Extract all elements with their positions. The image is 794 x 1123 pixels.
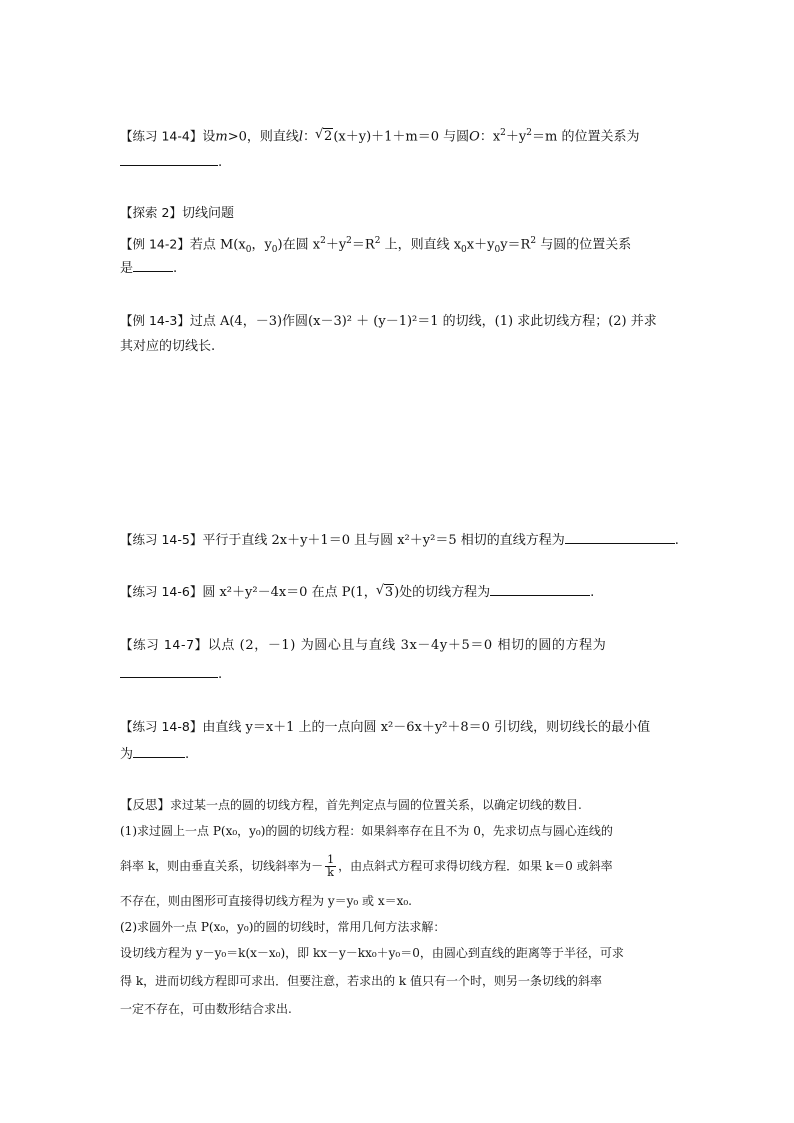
exercise-14-7-line2 bbox=[120, 664, 222, 684]
exercise-14-4-line1 bbox=[120, 124, 639, 146]
text: ＋y bbox=[325, 237, 347, 253]
reflection-tag: 【反思】 bbox=[120, 797, 171, 812]
exercise-14-5 bbox=[120, 530, 679, 550]
answer-blank bbox=[133, 258, 173, 272]
subscript: 0 bbox=[271, 244, 278, 255]
example-14-2-line2 bbox=[120, 258, 177, 278]
exercise-14-7-line1 bbox=[120, 636, 606, 655]
text: 是 bbox=[120, 261, 134, 276]
text: )处的切线方程为 bbox=[394, 585, 491, 600]
text: ，由点斜式方程可求得切线方程．如果 k＝0 或斜率 bbox=[338, 859, 613, 873]
text: 其对应的切线长. bbox=[120, 339, 216, 354]
text: . bbox=[173, 261, 178, 276]
reflection-line3 bbox=[120, 854, 613, 879]
text: ＝R bbox=[351, 237, 375, 253]
text: 平行于直线 2x＋y＋1＝0 且与圆 x²＋y²＝5 相切的直线方程为 bbox=[202, 533, 565, 548]
exercise-tag: 【练习 14-5】 bbox=[120, 532, 203, 547]
subscript: 0 bbox=[461, 244, 467, 255]
superscript: 2 bbox=[526, 128, 532, 138]
text: ： bbox=[303, 129, 317, 145]
text: O bbox=[469, 129, 480, 145]
text: x＋y bbox=[466, 237, 495, 253]
text: 设切线方程为 y－y₀＝k(x－x₀)，即 kx－y－kx₀＋y₀＝0，由圆心到直线的距离等于半径，可求 bbox=[120, 946, 624, 960]
denominator: k bbox=[327, 866, 334, 879]
reflection-line4 bbox=[120, 892, 412, 910]
text: 过点 A(4，－3)作圆(x－3)² ＋ (y－1)²＝1 的切线，(1) 求此切线方程；(2) 并求 bbox=[189, 314, 657, 329]
text: 为 bbox=[120, 747, 134, 762]
subscript: 0 bbox=[494, 244, 501, 255]
text: 斜率 k，则由垂直关系，切线斜率为－ bbox=[120, 859, 324, 873]
example-14-2-line1 bbox=[120, 232, 631, 259]
superscript: 2 bbox=[530, 236, 537, 246]
sqrt-expression bbox=[377, 584, 394, 602]
answer-blank bbox=[133, 744, 185, 758]
text: 设 bbox=[202, 129, 216, 145]
text: ＋y bbox=[505, 129, 527, 145]
numerator: 1 bbox=[327, 853, 335, 866]
radicand: 2 bbox=[324, 129, 333, 145]
reflection-line6 bbox=[120, 944, 624, 962]
text: 求过某一点的圆的切线方程，首先判定点与圆的位置关系，以确定切线的数目. bbox=[170, 798, 582, 812]
text: 与圆的位置关系 bbox=[536, 237, 632, 253]
explore-2-heading bbox=[120, 204, 234, 223]
text: ：x bbox=[479, 129, 501, 145]
text: ＝m 的位置关系为 bbox=[532, 129, 640, 145]
superscript: 2 bbox=[374, 236, 381, 246]
text: (x＋y)＋1＋m＝0 与圆 bbox=[333, 129, 470, 145]
text: 得 k，进而切线方程即可求出．但要注意，若求出的 k 值只有一个时，则另一条切线的斜率 bbox=[120, 974, 602, 988]
reflection-line7 bbox=[120, 972, 602, 990]
answer-blank bbox=[490, 582, 590, 596]
exercise-tag: 【练习 14-6】 bbox=[120, 584, 203, 599]
section-title: 切线问题 bbox=[181, 206, 234, 221]
text: l bbox=[298, 129, 304, 145]
exercise-14-4-line2 bbox=[120, 152, 222, 172]
text: (2)求圆外一点 P(x₀，y₀)的圆的切线时，常用几何方法求解： bbox=[120, 920, 446, 934]
exercise-14-8-line2 bbox=[120, 744, 189, 764]
text: . bbox=[674, 533, 679, 548]
text: >0，则直线 bbox=[227, 129, 299, 145]
reflection-line8 bbox=[120, 1000, 292, 1018]
exercise-tag: 【练习 14-8】 bbox=[120, 719, 203, 734]
exercise-tag: 【练习 14-7】 bbox=[120, 637, 208, 652]
text: . bbox=[218, 667, 223, 682]
superscript: 2 bbox=[320, 236, 326, 246]
text: 圆 x²＋y²－4x＝0 在点 P(1， bbox=[202, 585, 377, 600]
exercise-tag: 【练习 14-4】 bbox=[120, 128, 203, 144]
reflection-line5 bbox=[120, 918, 445, 936]
reflection-line2 bbox=[120, 822, 613, 840]
example-14-3-line2 bbox=[120, 338, 215, 356]
text: 由直线 y＝x＋1 上的一点向圆 x²－6x＋y²＋8＝0 引切线，则切线长的最小值 bbox=[202, 720, 651, 735]
text: 若点 M(x bbox=[189, 237, 246, 253]
text: 上，则直线 x bbox=[380, 237, 462, 253]
exercise-14-8-line1 bbox=[120, 718, 650, 737]
text: )在圆 x bbox=[277, 237, 321, 253]
text: . bbox=[218, 155, 223, 170]
fraction bbox=[325, 854, 336, 879]
text: . bbox=[590, 585, 595, 600]
text: . bbox=[185, 747, 190, 762]
answer-blank bbox=[565, 530, 675, 544]
answer-blank bbox=[120, 152, 218, 166]
text: 以点 (2，－1) 为圆心且与直线 3x－4y＋5＝0 相切的圆的方程为 bbox=[207, 638, 607, 653]
text: (1)求过圆上一点 P(x₀，y₀)的圆的切线方程：如果斜率存在且不为 0，先求切点与圆心连线的 bbox=[120, 824, 613, 838]
explore-tag: 【探索 2】 bbox=[120, 205, 182, 220]
answer-blank bbox=[120, 664, 218, 678]
example-14-3-line1 bbox=[120, 312, 657, 331]
example-tag: 【例 14-2】 bbox=[120, 236, 190, 252]
text: y＝R bbox=[500, 237, 531, 253]
sqrt-expression bbox=[316, 128, 333, 146]
text: 一定不存在，可由数形结合求出. bbox=[120, 1002, 292, 1016]
text: 不存在，则由图形可直接得切线方程为 y＝y₀ 或 x＝x₀. bbox=[120, 894, 412, 908]
radicand: 3 bbox=[384, 585, 394, 600]
reflection-line1 bbox=[120, 796, 582, 814]
superscript: 2 bbox=[346, 236, 352, 246]
example-tag: 【例 14-3】 bbox=[120, 313, 190, 328]
text: m bbox=[215, 129, 228, 145]
exercise-14-6 bbox=[120, 582, 594, 602]
superscript: 2 bbox=[500, 128, 506, 138]
subscript: 0 bbox=[245, 244, 252, 255]
text: ，y bbox=[251, 237, 272, 253]
